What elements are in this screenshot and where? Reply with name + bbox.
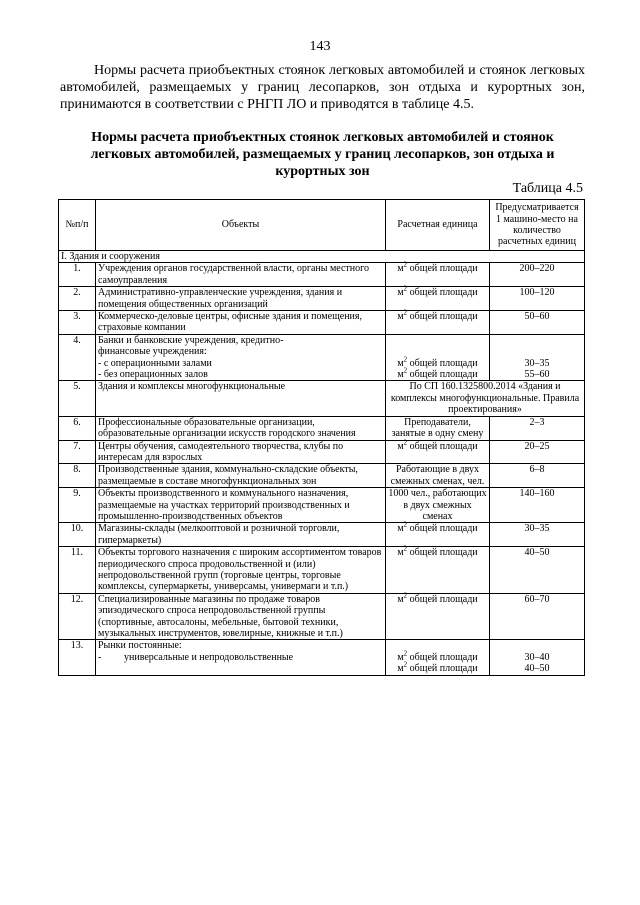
- row-num: 5.: [59, 381, 96, 416]
- row-value: 140–160: [490, 488, 585, 523]
- row-object: Коммерческо-деловые центры, офисные здания и помещения, страховые компании: [96, 311, 386, 335]
- table-row: [59, 593, 585, 640]
- row-unit: $м^2$ общей площади: [386, 440, 490, 464]
- row-value: 6–8: [490, 464, 585, 488]
- row-num: 2.: [59, 287, 96, 311]
- table-row: [59, 440, 585, 464]
- row-unit: $м^2$ общей площади: [386, 287, 490, 311]
- table-row: [59, 640, 585, 675]
- row-object: Магазины-склады (мелкооптовой и розничной торговли, гипермаркеты): [96, 523, 386, 547]
- row-unit: $м^2$ общей площади: [386, 263, 490, 287]
- table-row: [59, 523, 585, 547]
- table-row: [59, 464, 585, 488]
- row-object: Объекты производственного и коммунального назначения, размещаемые на участках территорий производственных и промышленно-производственных объектов: [96, 488, 386, 523]
- row-object: Центры обучения, самодеятельного творчества, клубы по интересам для взрослых: [96, 440, 386, 464]
- row-value: 20–25: [490, 440, 585, 464]
- row-value: 100–120: [490, 287, 585, 311]
- table-heading: Нормы расчета приобъектных стоянок легковых автомобилей и стоянок легковых автомобилей, размещаемых у границ лесопарков, зон отдыха и курортных зон: [90, 130, 555, 179]
- row-value: 30–40 40–50: [490, 640, 585, 675]
- row-value: 30–35: [490, 523, 585, 547]
- row-object: Производственные здания, коммунально-складские объекты, размещаемые в составе многофункциональных зон: [96, 464, 386, 488]
- row-object: Рынки постоянные: - универсальные и непродовольственные: [96, 640, 386, 675]
- row-num: 7.: [59, 440, 96, 464]
- norms-table: [58, 199, 585, 676]
- row-object: Банки и банковские учреждения, кредитно- финансовые учреждения: - с операционными залами - без операционных залов: [96, 334, 386, 381]
- row-num: 8.: [59, 464, 96, 488]
- page-number: 143: [309, 39, 331, 54]
- row-object: Учреждения органов государственной власти, органы местного самоуправления: [96, 263, 386, 287]
- header-value: Предусматривается 1 машино-место на количество расчетных единиц: [490, 200, 585, 251]
- row-unit: $м^2$ общей площади: [386, 547, 490, 594]
- row-unit: $м^2$ общей площади $м^2$ общей площади: [386, 640, 490, 675]
- table-row: [59, 381, 585, 416]
- table-row: [59, 547, 585, 594]
- row-unit: $м^2$ общей площади: [386, 311, 490, 335]
- table-row: [59, 311, 585, 335]
- row-value: 200–220: [490, 263, 585, 287]
- table-label: Таблица 4.5: [512, 181, 583, 196]
- row-object: Профессиональные образовательные организации, образовательные организации искусств городского значения: [96, 416, 386, 440]
- row-unit: $м^2$ общей площади: [386, 593, 490, 640]
- table-row: [59, 488, 585, 523]
- table-row: [59, 416, 585, 440]
- intro-paragraph: Нормы расчета приобъектных стоянок легковых автомобилей и стоянок легковых автомобилей, размещаемых у границ лесопарков, зон отдыха и курортных зон, принимаются в соответствии с РНГП ЛО и приводятся в таблице 4.5.: [60, 63, 585, 112]
- row-num: 1.: [59, 263, 96, 287]
- table-row: [59, 287, 585, 311]
- row-unit: Преподаватели, занятые в одну смену: [386, 416, 490, 440]
- row-unit: $м^2$ общей площади $м^2$ общей площади: [386, 334, 490, 381]
- row-num: 9.: [59, 488, 96, 523]
- header-object: Объекты: [96, 200, 386, 251]
- row-num: 10.: [59, 523, 96, 547]
- row-unit: $м^2$ общей площади: [386, 523, 490, 547]
- row-object: Специализированные магазины по продаже товаров эпизодического спроса непродовольственной группы (спортивные, автосалоны, мебельные, бытовой техники, музыкальных инструментов, ювелирные, книжные и т.п.): [96, 593, 386, 640]
- header-unit: Расчетная единица: [386, 200, 490, 251]
- row-value: 50–60: [490, 311, 585, 335]
- table-row: [59, 263, 585, 287]
- row-num: 6.: [59, 416, 96, 440]
- row-object: Объекты торгового назначения с широким ассортиментом товаров периодического спроса продовольственной и (или) непродовольственной групп (торговые центры, торговые комплексы, супермаркеты, универсамы, универмаги и т.п.): [96, 547, 386, 594]
- row-num: 4.: [59, 334, 96, 381]
- row-object: Здания и комплексы многофункциональные: [96, 381, 386, 416]
- row-value: 60–70: [490, 593, 585, 640]
- row-value: 30–35 55–60: [490, 334, 585, 381]
- row-num: 3.: [59, 311, 96, 335]
- row-unit: 1000 чел., работающих в двух смежных сменах: [386, 488, 490, 523]
- table-row: [59, 334, 585, 381]
- row-value: 2–3: [490, 416, 585, 440]
- row-num: 12.: [59, 593, 96, 640]
- row-merged-norm: По СП 160.1325800.2014 «Здания и комплексы многофункциональные. Правила проектирования»: [386, 381, 585, 416]
- row-object: Административно-управленческие учреждения, здания и помещения общественных организаций: [96, 287, 386, 311]
- row-unit: Работающие в двух смежных сменах, чел.: [386, 464, 490, 488]
- row-value: 40–50: [490, 547, 585, 594]
- row-num: 11.: [59, 547, 96, 594]
- header-num: №п/п: [59, 200, 96, 251]
- section-row: I. Здания и сооружения: [59, 251, 585, 263]
- row-num: 13.: [59, 640, 96, 675]
